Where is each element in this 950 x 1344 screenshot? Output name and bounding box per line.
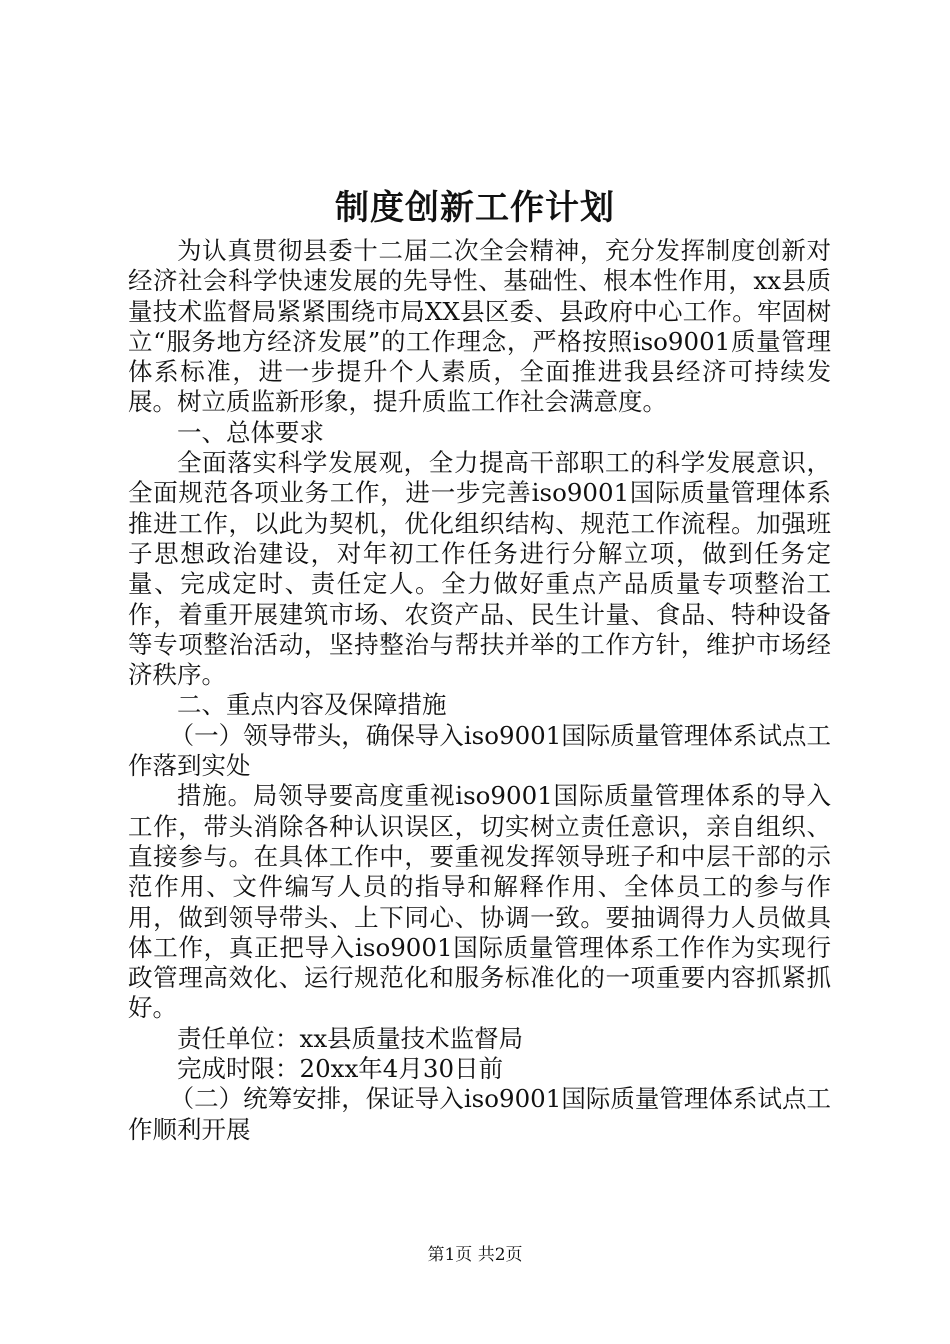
subsection-heading-leadership: （一）领导带头，确保导入iso9001国际质量管理体系试点工作落到实处 [128,720,831,781]
document-body [128,236,831,1145]
page-number-footer: 第1页 共2页 [427,1245,523,1265]
section-heading-general-requirements: 一、总体要求 [177,417,324,447]
subsection-heading-coordination: （二）统筹安排，保证导入iso9001国际质量管理体系试点工作顺利开展 [128,1084,831,1144]
intro-paragraph: 为认真贯彻县委十二届二次全会精神，充分发挥制度创新对经济社会科学快速发展的先导性、基础性、根本性作用，xx县质量技术监督局紧紧围绕市局XX县区委、县政府中心工作。牢固树立“服务地方经济发展”的工作理念，严格按照iso9001质量管理体系标准，进一步提升个人素质，全面推进我县经济可持续发展。树立质监新形象，提升质监工作社会满意度。 [128,236,831,417]
deadline-line: 完成时限：20xx年4月30日前 [177,1054,504,1084]
document-title: 制度创新工作计划 [335,188,615,228]
measures-paragraph: 措施。局领导要高度重视iso9001国际质量管理体系的导入工作，带头消除各种认识误区，切实树立责任意识，亲自组织、直接参与。在具体工作中，要重视发挥领导班子和中层干部的示范作用、文件编写人员的指导和解释作用、全体员工的参与作用，做到领导带头、上下同心、协调一致。要抽调得力人员做具体工作，真正把导入iso9001国际质量管理体系工作作为实现行政管理高效化、运行规范化和服务标准化的一项重要内容抓紧抓好。 [128,781,831,1023]
general-requirements-paragraph: 全面落实科学发展观，全力提高干部职工的科学发展意识，全面规范各项业务工作，进一步完善iso9001国际质量管理体系推进工作，以此为契机，优化组织结构、规范工作流程。加强班子思想政治建设，对年初工作任务进行分解立项，做到任务定量、完成定时、责任定人。全力做好重点产品质量专项整治工作，着重开展建筑市场、农资产品、民生计量、食品、特种设备等专项整治活动，坚持整治与帮扶并举的工作方针，维护市场经济秩序。 [128,448,831,690]
responsible-unit-line: 责任单位：xx县质量技术监督局 [177,1023,524,1053]
section-heading-key-content: 二、重点内容及保障措施 [177,690,447,720]
